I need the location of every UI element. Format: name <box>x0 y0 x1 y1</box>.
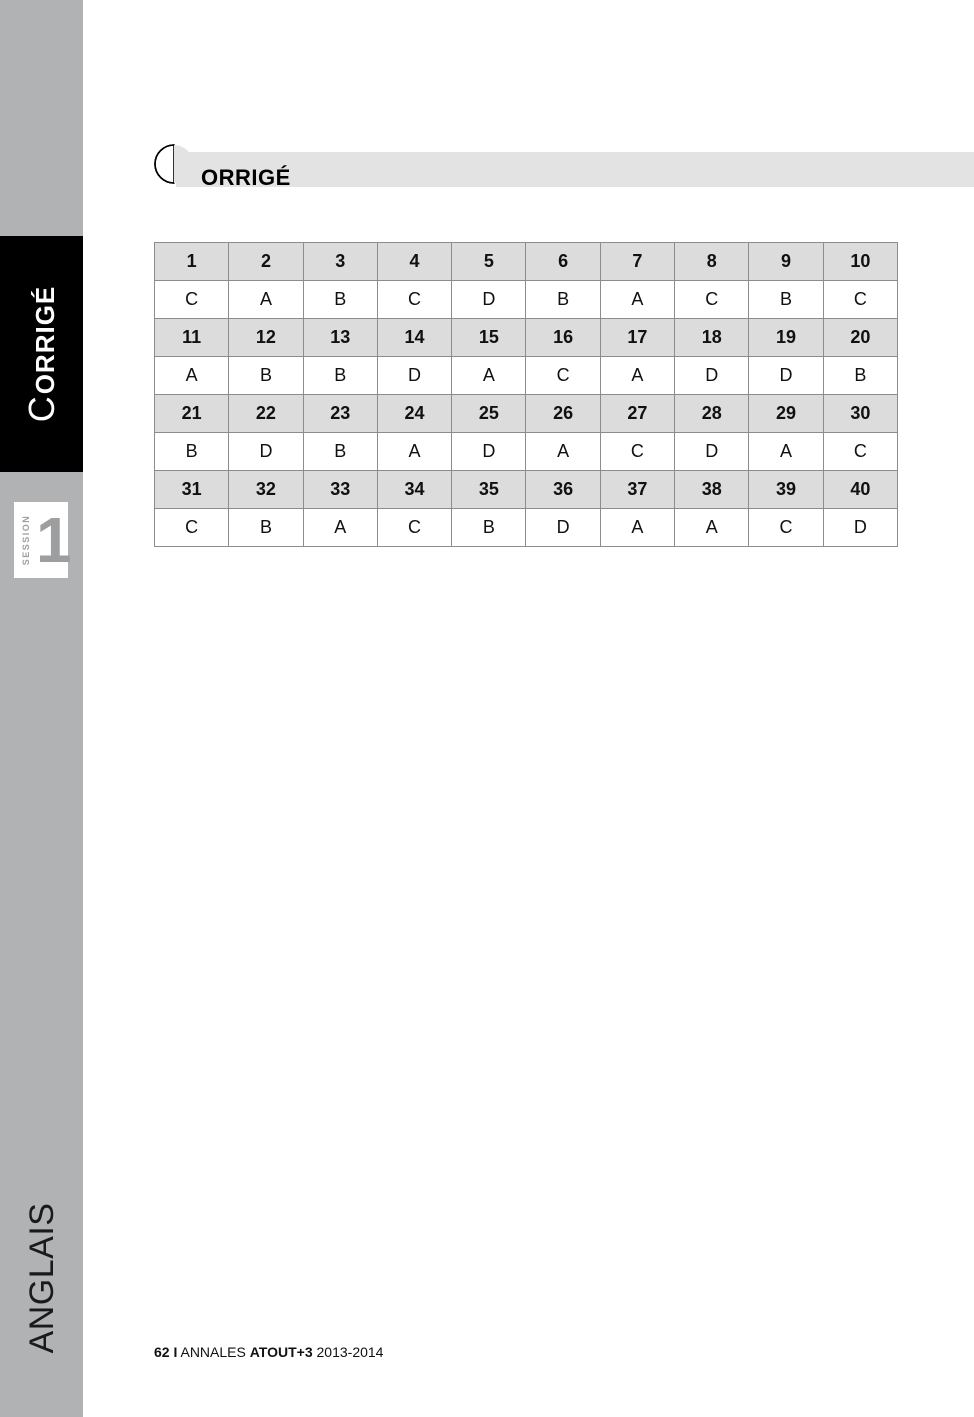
session-number: 1 <box>36 504 72 576</box>
subject-label: ANGLAIS <box>23 1202 61 1354</box>
question-number-cell: 2 <box>229 243 303 281</box>
brand-name: ATOUT+3 <box>249 1344 313 1360</box>
answer-cell: D <box>452 433 526 471</box>
answer-row <box>155 509 898 547</box>
question-number-cell: 1 <box>155 243 229 281</box>
publication-name: ANNALES <box>180 1344 246 1360</box>
question-number-cell: 18 <box>675 319 749 357</box>
question-number-cell: 21 <box>155 395 229 433</box>
question-number-cell: 22 <box>229 395 303 433</box>
question-number-row <box>155 243 898 281</box>
question-number-cell: 32 <box>229 471 303 509</box>
footer-separator: I <box>173 1344 178 1360</box>
page-title: ORRIGÉ <box>201 165 291 190</box>
answer-row <box>155 433 898 471</box>
question-number-cell: 37 <box>600 471 674 509</box>
answer-cell: C <box>749 509 823 547</box>
answer-cell: C <box>675 281 749 319</box>
answer-cell: A <box>377 433 451 471</box>
question-number-cell: 5 <box>452 243 526 281</box>
answer-cell: D <box>377 357 451 395</box>
answer-cell: A <box>229 281 303 319</box>
question-number-cell: 13 <box>303 319 377 357</box>
answer-cell: C <box>600 433 674 471</box>
answer-cell: B <box>303 433 377 471</box>
answer-key-body <box>155 243 898 547</box>
question-number-cell: 17 <box>600 319 674 357</box>
question-number-row <box>155 471 898 509</box>
answer-row <box>155 357 898 395</box>
answer-row <box>155 281 898 319</box>
answer-cell: C <box>526 357 600 395</box>
question-number-cell: 36 <box>526 471 600 509</box>
section-tab-label: CORRIGÉ <box>21 285 62 423</box>
answer-cell: B <box>303 281 377 319</box>
session-badge <box>14 502 72 578</box>
answer-cell: C <box>155 281 229 319</box>
question-number-cell: 38 <box>675 471 749 509</box>
question-number-cell: 15 <box>452 319 526 357</box>
answer-cell: A <box>155 357 229 395</box>
answer-cell: A <box>600 509 674 547</box>
session-label: SESSION <box>21 514 31 566</box>
question-number-cell: 26 <box>526 395 600 433</box>
question-number-cell: 9 <box>749 243 823 281</box>
answer-cell: D <box>675 433 749 471</box>
answer-cell: C <box>823 281 897 319</box>
answer-cell: B <box>229 509 303 547</box>
answer-cell: A <box>526 433 600 471</box>
question-number-cell: 23 <box>303 395 377 433</box>
question-number-row <box>155 395 898 433</box>
answer-cell: D <box>526 509 600 547</box>
answer-cell: D <box>452 281 526 319</box>
answer-cell: B <box>749 281 823 319</box>
answer-cell: B <box>229 357 303 395</box>
answer-cell: A <box>303 509 377 547</box>
question-number-cell: 35 <box>452 471 526 509</box>
answer-cell: C <box>155 509 229 547</box>
question-number-cell: 24 <box>377 395 451 433</box>
answer-cell: C <box>823 433 897 471</box>
question-number-cell: 4 <box>377 243 451 281</box>
answer-cell: D <box>229 433 303 471</box>
answer-cell: D <box>749 357 823 395</box>
answer-cell: C <box>377 281 451 319</box>
answer-cell: B <box>452 509 526 547</box>
question-number-cell: 6 <box>526 243 600 281</box>
question-number-cell: 33 <box>303 471 377 509</box>
question-number-cell: 31 <box>155 471 229 509</box>
question-number-cell: 3 <box>303 243 377 281</box>
question-number-cell: 12 <box>229 319 303 357</box>
question-number-cell: 16 <box>526 319 600 357</box>
question-number-cell: 30 <box>823 395 897 433</box>
section-tab-corrige <box>0 236 83 472</box>
question-number-cell: 34 <box>377 471 451 509</box>
answer-cell: D <box>823 509 897 547</box>
title-initial-circle <box>154 144 194 184</box>
edition-years: 2013-2014 <box>316 1344 384 1360</box>
question-number-cell: 40 <box>823 471 897 509</box>
question-number-cell: 11 <box>155 319 229 357</box>
answer-cell: A <box>749 433 823 471</box>
question-number-cell: 14 <box>377 319 451 357</box>
question-number-cell: 20 <box>823 319 897 357</box>
answer-cell: A <box>600 357 674 395</box>
question-number-cell: 19 <box>749 319 823 357</box>
answer-cell: A <box>675 509 749 547</box>
question-number-cell: 28 <box>675 395 749 433</box>
answer-cell: D <box>675 357 749 395</box>
answer-cell: B <box>526 281 600 319</box>
title-bar <box>176 152 974 187</box>
answer-cell: C <box>377 509 451 547</box>
question-number-cell: 25 <box>452 395 526 433</box>
answer-cell: B <box>823 357 897 395</box>
answer-cell: B <box>303 357 377 395</box>
question-number-cell: 29 <box>749 395 823 433</box>
answer-cell: B <box>155 433 229 471</box>
question-number-row <box>155 319 898 357</box>
answer-cell: A <box>452 357 526 395</box>
question-number-cell: 7 <box>600 243 674 281</box>
answer-key-table <box>154 242 898 547</box>
question-number-cell: 8 <box>675 243 749 281</box>
page-footer <box>154 1344 383 1360</box>
question-number-cell: 10 <box>823 243 897 281</box>
answer-cell: A <box>600 281 674 319</box>
question-number-cell: 27 <box>600 395 674 433</box>
question-number-cell: 39 <box>749 471 823 509</box>
page-number: 62 <box>154 1344 170 1360</box>
